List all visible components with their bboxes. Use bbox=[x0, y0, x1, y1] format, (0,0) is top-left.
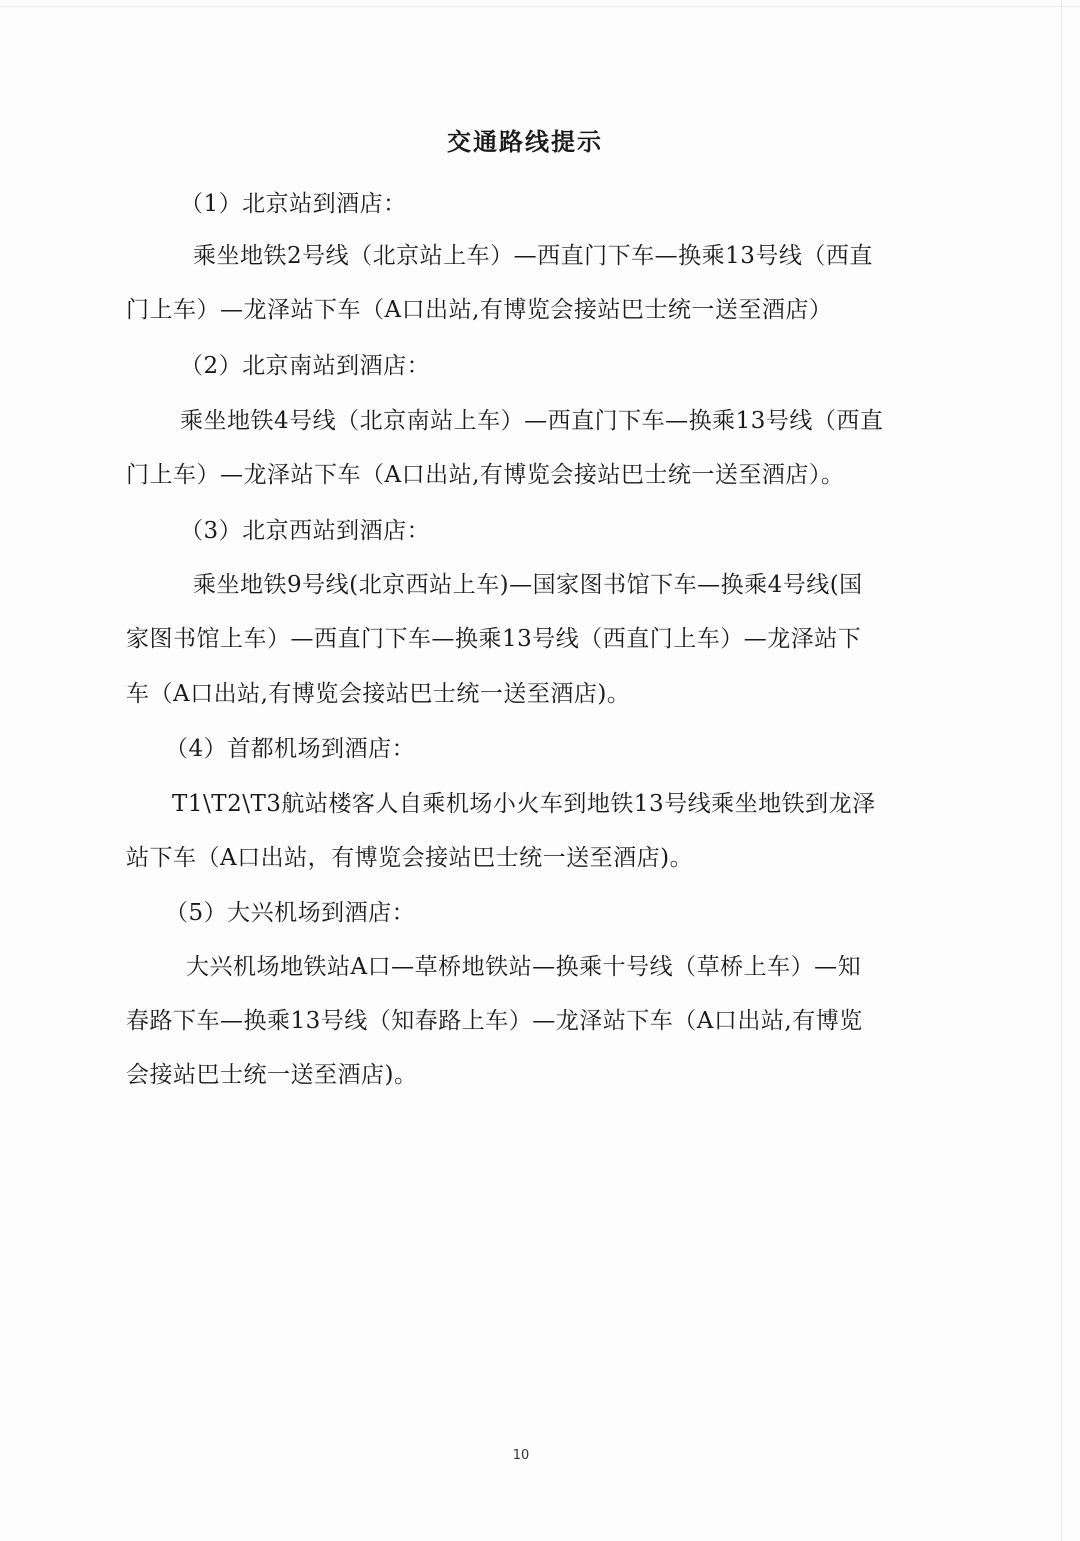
route-line: 乘坐地铁2号线（北京站上车）—西直门下车—换乘13号线（西直 bbox=[193, 243, 873, 269]
route-line: 乘坐地铁9号线(北京西站上车)—国家图书馆下车—换乘4号线(国 bbox=[193, 572, 863, 598]
document-title: 交通路线提示 bbox=[447, 127, 603, 156]
route-line: 门上车）—龙泽站下车（A口出站,有博览会接站巴士统一送至酒店）。 bbox=[126, 462, 845, 488]
section-heading-daxing-airport: （5）大兴机场到酒店： bbox=[165, 900, 416, 926]
section-heading-beijing-west-station: （3）北京西站到酒店： bbox=[180, 518, 431, 544]
route-line: 门上车）—龙泽站下车（A口出站,有博览会接站巴士统一送至酒店） bbox=[126, 297, 833, 323]
scan-right-edge bbox=[1061, 0, 1062, 1541]
route-line: 车（A口出站,有博览会接站巴士统一送至酒店)。 bbox=[126, 681, 631, 707]
route-line: 乘坐地铁4号线（北京南站上车）—西直门下车—换乘13号线（西直 bbox=[180, 408, 884, 434]
route-line: T1\T2\T3航站楼客人自乘机场小火车到地铁13号线乘坐地铁到龙泽 bbox=[172, 791, 876, 817]
route-line: 家图书馆上车）—西直门下车—换乘13号线（西直门上车）—龙泽站下 bbox=[126, 626, 862, 652]
route-line: 站下车（A口出站，有博览会接站巴士统一送至酒店)。 bbox=[126, 845, 694, 871]
route-line: 大兴机场地铁站A口—草桥地铁站—换乘十号线（草桥上车）—知 bbox=[186, 954, 862, 980]
route-line: 春路下车—换乘13号线（知春路上车）—龙泽站下车（A口出站,有博览 bbox=[126, 1008, 863, 1034]
section-heading-beijing-station: （1）北京站到酒店： bbox=[180, 191, 407, 217]
scan-top-edge bbox=[0, 6, 1080, 7]
page-number: 10 bbox=[512, 1448, 530, 1463]
section-heading-beijing-south-station: （2）北京南站到酒店： bbox=[180, 353, 431, 379]
route-line: 会接站巴士统一送至酒店)。 bbox=[126, 1062, 418, 1088]
section-heading-capital-airport: （4）首都机场到酒店： bbox=[165, 736, 416, 762]
